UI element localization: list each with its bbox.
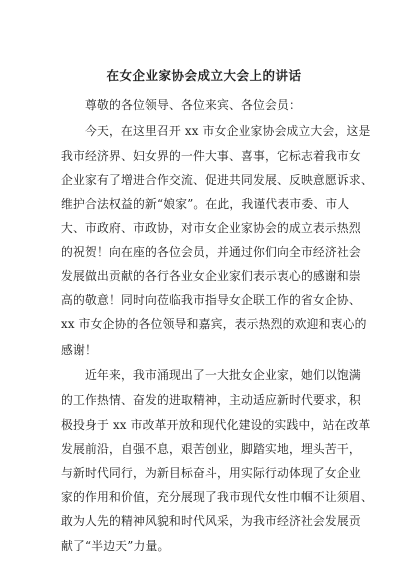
paragraph-1-line-5: 大、市政府、市政协，对市女企业家协会的成立表示热烈 <box>61 221 361 235</box>
paragraph-2-line-1: 近年来，我市涌现出了一大批女企业家，她们以饱满 <box>85 368 361 382</box>
paragraph-1-line-9: xx 市女企协的各位领导和嘉宾，表示热烈的欢迎和衷心的 <box>61 317 367 331</box>
paragraph-2-line-8: 献了“半边天”力量。 <box>61 539 170 553</box>
paragraph-1-line-3: 企业家有了增进合作交流、促进共同发展、反映意愿诉求、 <box>61 173 373 187</box>
paragraph-1-line-1: 今天，在这里召开 xx 市女企业家协会成立大会，这是 <box>85 124 371 138</box>
paragraph-1-line-4: 维护合法权益的新“娘家”。在此，我谨代表市委、市人 <box>61 197 350 211</box>
paragraph-2-line-2: 的工作热情、奋发的进取精神，主动适应新时代要求，积 <box>61 393 361 407</box>
paragraph-1-line-10: 感谢！ <box>61 343 97 357</box>
paragraph-2-line-5: 与新时代同行，为新目标奋斗，用实际行动体现了女企业 <box>61 466 361 480</box>
paragraph-2-line-6: 家的作用和价值，充分展现了我市现代女性巾帼不让须眉、 <box>61 490 373 504</box>
salutation-line: 尊敬的各位领导、各位来宾、各位会员： <box>85 98 301 112</box>
paragraph-1-line-6: 的祝贺！向在座的各位会员，并通过你们向全市经济社会 <box>61 245 361 259</box>
paragraph-2-line-3: 极投身于 xx 市改革开放和现代化建设的实践中，站在改革 <box>61 418 371 432</box>
paragraph-1-line-2: 我市经济界、妇女界的一件大事、喜事，它标志着我市女 <box>61 149 361 163</box>
paragraph-2-line-7: 敢为人先的精神风貌和时代风采，为我市经济社会发展贡 <box>61 514 361 528</box>
document-title: 在女企业家协会成立大会上的讲话 <box>106 68 302 83</box>
paragraph-1-line-7: 发展做出贡献的各行各业女企业家们表示衷心的感谢和崇 <box>61 269 361 283</box>
paragraph-2-line-4: 发展前沿，自强不息，艰苦创业，脚踏实地，埋头苦干， <box>61 442 361 456</box>
paragraph-1-line-8: 高的敬意！同时向莅临我市指导女企联工作的省女企协、 <box>61 293 361 307</box>
